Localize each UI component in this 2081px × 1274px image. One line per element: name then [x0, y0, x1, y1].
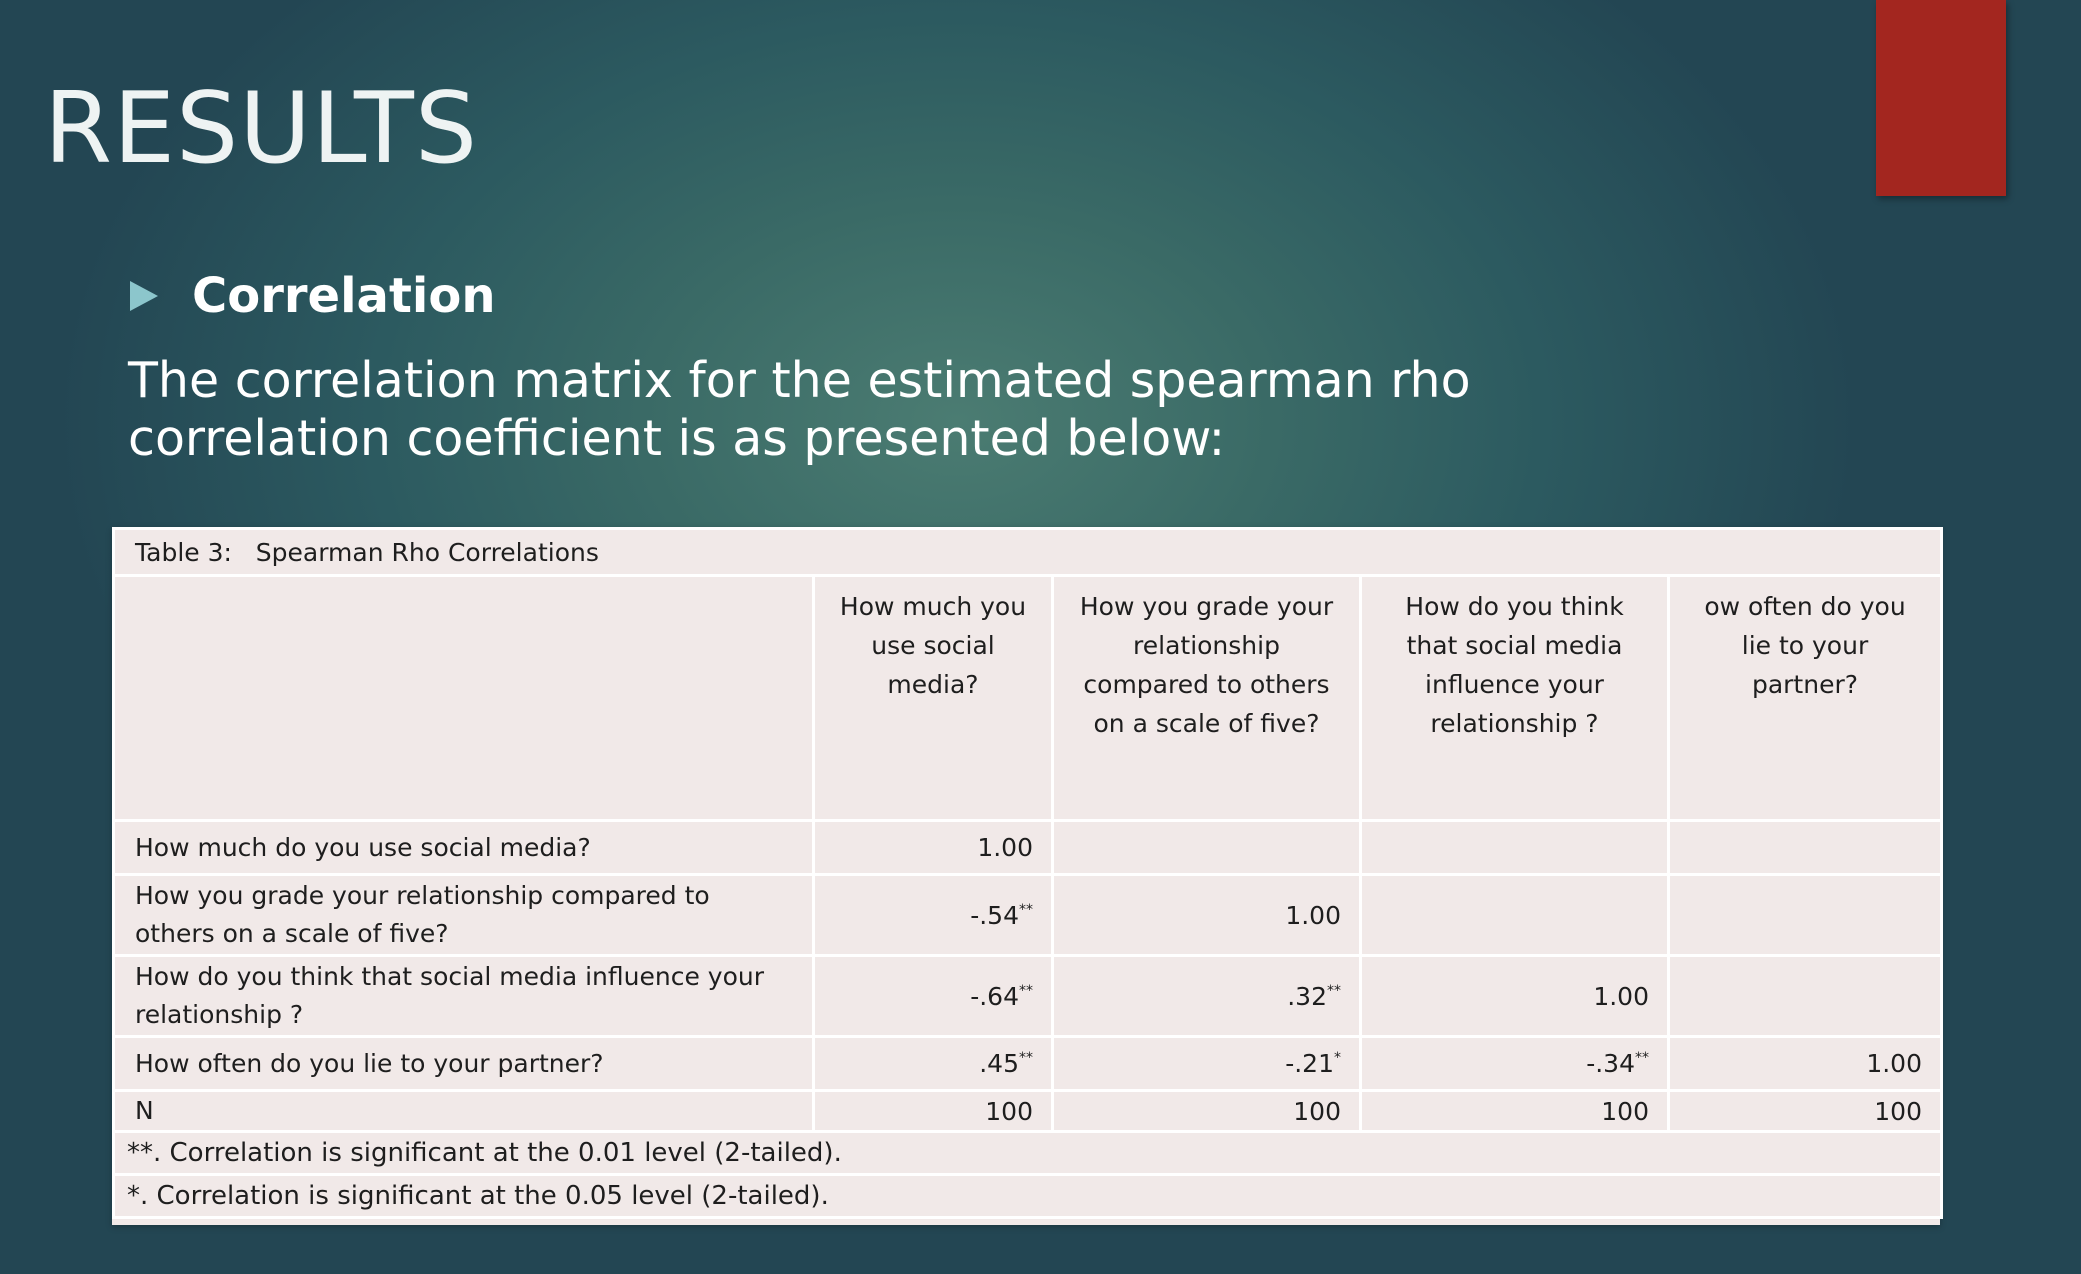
n-row	[114, 1091, 1942, 1132]
column-header: ow often do you lie to your partner?	[1669, 576, 1942, 821]
n-row-label: N	[114, 1091, 814, 1132]
footnote-row	[114, 1175, 1942, 1218]
row-label: How you grade your relationship compared to others on a scale of five?	[114, 875, 814, 956]
correlation-table	[112, 527, 1940, 1225]
table-cell: 1.00	[1669, 1037, 1942, 1091]
table-cell: -.54**	[814, 875, 1053, 956]
table-caption	[114, 529, 1942, 576]
n-value: 100	[1669, 1091, 1942, 1132]
table-cell	[1669, 956, 1942, 1037]
table-cell	[1669, 821, 1942, 875]
accent-bar	[1876, 0, 2006, 196]
bullet-arrow-icon	[130, 281, 158, 311]
table-row	[114, 1037, 1942, 1091]
slide-title: RESULTS	[44, 72, 479, 186]
row-label: How much do you use social media?	[114, 821, 814, 875]
table-cell: 1.00	[1361, 956, 1669, 1037]
row-label: How often do you lie to your partner?	[114, 1037, 814, 1091]
column-header: How do you think that social media influence your relationship ?	[1361, 576, 1669, 821]
table-cell: -.64**	[814, 956, 1053, 1037]
table-caption-label: Table 3:	[135, 537, 232, 567]
n-value: 100	[1053, 1091, 1361, 1132]
footnote-row	[114, 1132, 1942, 1175]
table-cell: 1.00	[1053, 875, 1361, 956]
table-cell	[1053, 821, 1361, 875]
bullet-text: Correlation	[192, 268, 496, 324]
row-label: How do you think that social media influence your relationship ?	[114, 956, 814, 1037]
table-cell: .32**	[1053, 956, 1361, 1037]
table-cell	[1669, 875, 1942, 956]
header-empty-cell	[114, 576, 814, 821]
table-cell: -.34**	[1361, 1037, 1669, 1091]
column-header: How you grade your relationship compared to others on a scale of five?	[1053, 576, 1361, 821]
table-caption-title: Spearman Rho Correlations	[255, 537, 599, 567]
table-row	[114, 875, 1942, 956]
table-row	[114, 956, 1942, 1037]
n-value: 100	[814, 1091, 1053, 1132]
footnote: **. Correlation is significant at the 0.01 level (2-tailed).	[114, 1132, 1942, 1175]
table-header-row	[114, 576, 1942, 821]
intro-paragraph: The correlation matrix for the estimated spearman rho correlation coefficient is as presented below:	[128, 352, 1471, 467]
table-cell	[1361, 875, 1669, 956]
table-caption-row	[114, 529, 1942, 576]
table-cell: .45**	[814, 1037, 1053, 1091]
footnote: *. Correlation is significant at the 0.05 level (2-tailed).	[114, 1175, 1942, 1218]
table-cell	[1361, 821, 1669, 875]
column-header: How much you use social media?	[814, 576, 1053, 821]
table-cell: 1.00	[814, 821, 1053, 875]
table-cell: -.21*	[1053, 1037, 1361, 1091]
bullet-heading	[130, 268, 496, 324]
n-value: 100	[1361, 1091, 1669, 1132]
table-row	[114, 821, 1942, 875]
